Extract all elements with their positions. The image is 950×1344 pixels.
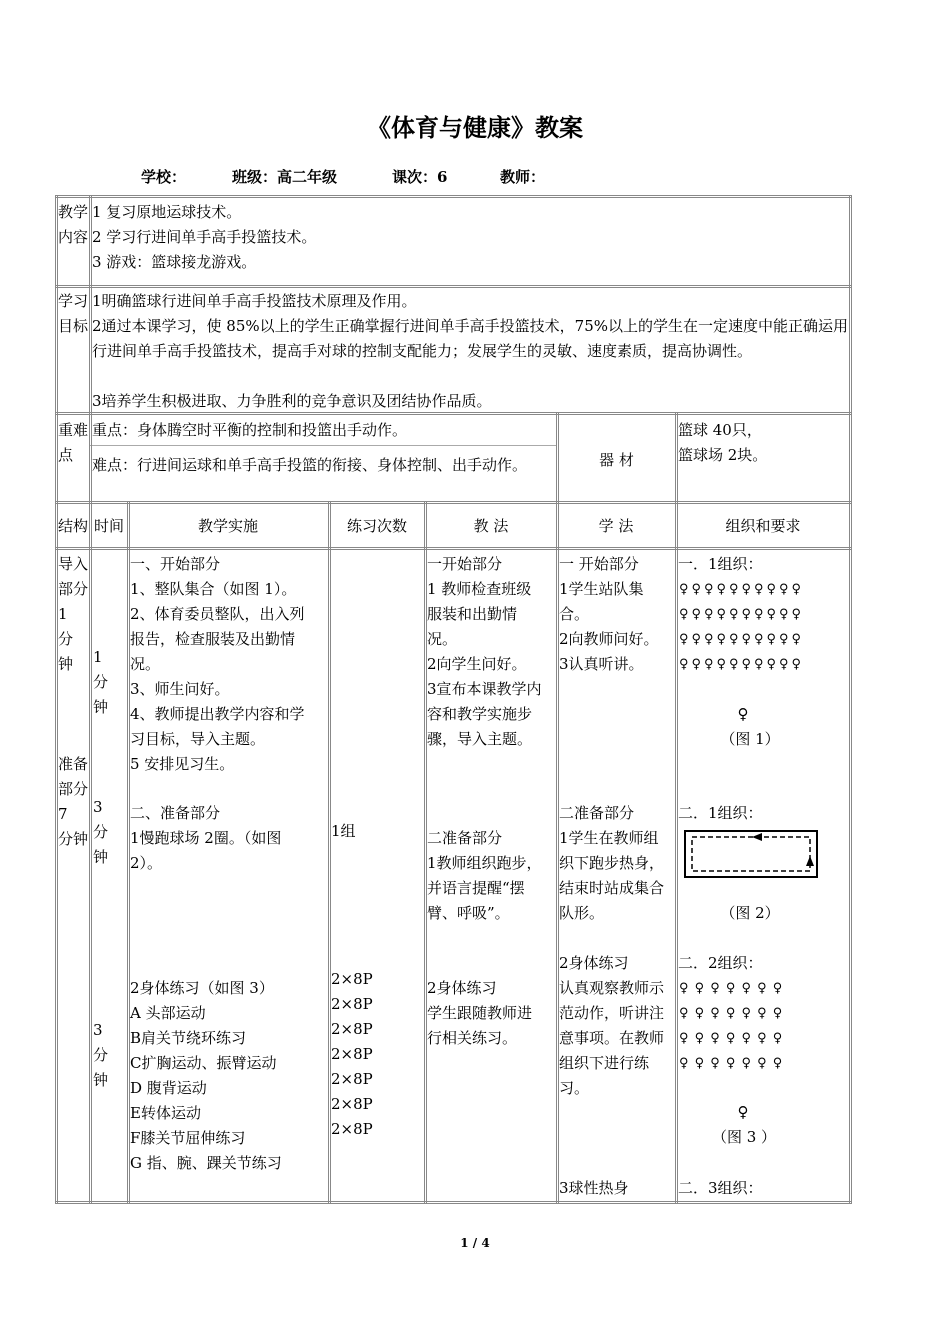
running-route-diagram bbox=[684, 830, 818, 878]
learn-intro: 一 开始部分 1学生站队集 合。 2向教师问好。 3认真听讲。 bbox=[559, 555, 659, 673]
school-field: 学校： bbox=[141, 168, 187, 186]
formation-row: ♀♀♀♀♀♀♀♀♀♀ bbox=[679, 632, 805, 647]
table-rule bbox=[55, 547, 851, 550]
goals-line-3: 3培养学生积极进取、力争胜利的竞争意识及团结协作品质。 bbox=[92, 392, 492, 410]
formation-row: ♀♀♀♀♀♀♀♀♀♀ bbox=[679, 607, 805, 622]
table-rule bbox=[90, 445, 556, 446]
header-organization: 组织和要求 bbox=[725, 517, 801, 535]
equipment-label: 器 材 bbox=[599, 451, 634, 469]
formation-row: ♀♀♀♀♀♀♀♀♀♀ bbox=[679, 657, 805, 672]
header-structure: 结构 bbox=[57, 517, 88, 535]
equipment-list: 篮球 40只， 篮球场 2块。 bbox=[678, 421, 768, 464]
formation-row: ♀ ♀ ♀ ♀ ♀ ♀ ♀ bbox=[679, 1006, 784, 1021]
formation-row: ♀ ♀ ♀ ♀ ♀ ♀ ♀ bbox=[679, 1056, 784, 1071]
goals-line-1: 1明确篮球行进间单手高手投篮技术原理及作用。 bbox=[92, 292, 417, 310]
org4-title: 二．3组织： bbox=[678, 1179, 763, 1197]
structure-column: 导入 部分 1 分 钟 准备 部分 7 分钟 bbox=[58, 555, 89, 848]
formation-row: ♀♀♀♀♀♀♀♀♀♀ bbox=[679, 582, 805, 597]
table-rule bbox=[55, 501, 851, 504]
key-point: 重点：身体腾空时平衡的控制和投篮出手动作。 bbox=[92, 421, 408, 439]
class-field: 班级：高二年级 bbox=[232, 168, 338, 186]
difficult-point: 难点：行进间运球和单手高手投篮的衔接、身体控制、出手动作。 bbox=[92, 456, 528, 474]
content-lines: 1 复习原地运球技术。 2 学习行进间单手高手投篮技术。 3 游戏：篮球接龙游戏。 bbox=[92, 203, 317, 271]
header-implementation: 教学实施 bbox=[197, 517, 258, 535]
teach-prep: 二准备部分 1教师组织跑步， 并语言提醒“摆 臂、呼吸”。 bbox=[427, 829, 542, 922]
org2-title: 二．1组织： bbox=[678, 804, 763, 822]
formation-row: ♀ ♀ ♀ ♀ ♀ ♀ ♀ bbox=[679, 1031, 784, 1046]
goals-line-2: 2通过本课学习，使 85%以上的学生正确掌握行进间单手高手投篮技术，75%以上的学生在一定速度中能正确运用行进间单手高手投篮技术，提高手对球的控制支配能力；发展学生的灵敏、速度素质，提高协调性。 bbox=[92, 317, 848, 360]
table-border-right bbox=[849, 195, 852, 1204]
document-title: 《体育与健康》教案 bbox=[367, 113, 583, 142]
figure-3-caption: （图 3 ） bbox=[711, 1128, 777, 1146]
org3-title: 二．2组织： bbox=[678, 954, 763, 972]
count-run: 1组 bbox=[331, 822, 356, 840]
table-border-top bbox=[55, 195, 851, 198]
page-number: 1 / 4 bbox=[460, 1236, 490, 1250]
impl-body-exercise: 2身体练习（如图 3） A 头部运动 B肩关节绕环练习 C扩胸运动、振臂运动 D 腹背运动 E转体运动 F膝关节屈伸练习 G 指、腕、踝关节练习 bbox=[130, 979, 282, 1172]
teach-intro: 一开始部分 1 教师检查班级 服装和出勤情 况。 2向学生问好。 3宣布本课教学内 容和教学实施步 骤，导入主题。 bbox=[427, 555, 542, 748]
header-count: 练习次数 bbox=[346, 517, 407, 535]
learn-ball-warmup: 3球性热身 bbox=[559, 1179, 629, 1197]
teacher-field: 教师： bbox=[500, 168, 546, 186]
time-intro: 1 分 钟 bbox=[93, 648, 109, 716]
lesson-field: 课次：6 bbox=[392, 168, 448, 186]
goals-label: 学习 目标 bbox=[58, 292, 89, 335]
org1-title: 一．1组织： bbox=[678, 555, 763, 573]
header-learning: 学 法 bbox=[598, 517, 634, 535]
content-label: 教学 内容 bbox=[58, 203, 89, 246]
table-border-bottom bbox=[55, 1201, 851, 1204]
time-prep-body: 3 分 钟 bbox=[93, 1021, 109, 1089]
time-prep-run: 3 分 钟 bbox=[93, 798, 109, 866]
formation-row: ♀ ♀ ♀ ♀ ♀ ♀ ♀ bbox=[679, 981, 784, 996]
learn-body: 2身体练习 认真观察教师示 范动作，听讲注 意事项。在教师 组织下进行练 习。 bbox=[559, 954, 665, 1097]
impl-intro: 一、开始部分 1、整队集合（如图 1）。 2、体育委员整队，出入列 报告，检查服装及出勤情 况。 3、师生问好。 4、教师提出教学内容和学 习目标，导入主题。 5 安排见习生。 bbox=[130, 555, 305, 773]
keypoints-label: 重难 点 bbox=[58, 421, 89, 464]
learn-prep: 二准备部分 1学生在教师组 织下跑步热身， 结束时站成集合 队形。 bbox=[559, 804, 665, 922]
header-time: 时间 bbox=[93, 517, 124, 535]
header-teaching: 教 法 bbox=[473, 517, 509, 535]
figure-2-caption: （图 2） bbox=[720, 904, 780, 922]
table-rule bbox=[55, 285, 851, 288]
teacher-symbol: ♀ bbox=[737, 705, 749, 723]
teacher-symbol: ♀ bbox=[737, 1103, 749, 1121]
count-body: 2×8P 2×8P 2×8P 2×8P 2×8P 2×8P 2×8P bbox=[331, 970, 373, 1138]
teach-body: 2身体练习 学生跟随教师进 行相关练习。 bbox=[427, 979, 533, 1047]
impl-prep: 二、准备部分 1慢跑球场 2圈。（如图 2）。 bbox=[130, 804, 282, 872]
figure-1-caption: （图 1） bbox=[720, 730, 780, 748]
